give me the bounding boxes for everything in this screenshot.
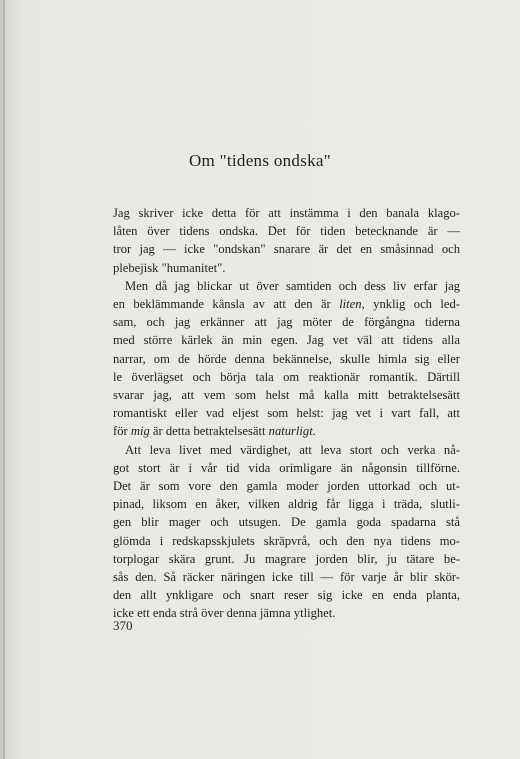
text-line: narrar, om de hörde denna bekännelse, skulle himla sig eller: [113, 351, 460, 366]
italic-word: liten,: [339, 297, 365, 312]
text-line: Det är som vore den gamla moder jorden uttorkad och ut-: [113, 479, 460, 494]
italic-word: naturligt.: [268, 424, 316, 439]
body-text: [113, 204, 460, 623]
text-line: sås den. Så räcker näringen icke till — för varje år blir skör-: [113, 570, 460, 585]
text-fragment: en beklämmande känsla av att den är: [113, 297, 331, 312]
text-line: gen blir mager och utsugen. De gamla goda spadarna stå: [113, 515, 460, 530]
text-line: [113, 422, 460, 440]
text-line: pinad, liksom en åker, vilken aldrig får ligga i träda, slutli-: [113, 497, 460, 512]
italic-word: mig: [130, 424, 150, 439]
text-line: romantiskt eller vad eljest som helst: jag vet i vart fall, att: [113, 406, 460, 421]
text-line: plebejisk "humanitet".: [113, 260, 226, 275]
text-line: tror jag — icke "ondskan" snarare är det en småsinnad och: [113, 242, 460, 257]
text-fragment: ynklig och led-: [373, 297, 460, 312]
page-number: 370: [113, 618, 133, 633]
text-line: [113, 295, 460, 313]
text-fragment: är detta betraktelsesätt: [152, 424, 266, 439]
text-line: got stort är i vår tid vida orimligare än någonsin tillförne.: [113, 460, 460, 475]
text-line: icke ett enda strå över denna jämna ytlighet.: [113, 606, 336, 621]
page-title: Om "tidens ondska": [188, 151, 332, 170]
text-line: Men då jag blickar ut över samtiden och dess liv erfar jag: [125, 278, 460, 293]
text-line: Att leva livet med värdighet, att leva stort och verka nå-: [125, 442, 460, 457]
text-line: svarar jag, att vem som helst må kalla mitt betraktelsesätt: [113, 388, 460, 403]
text-fragment: för: [113, 424, 128, 439]
text-line: med större kärlek än min egen. Jag vet väl att tidens alla: [113, 333, 460, 348]
text-line: sam, och jag erkänner att jag möter de förgångna tiderna: [113, 315, 460, 330]
text-line: torplogar skära grunt. Ju magrare jorden blir, ju tätare be-: [113, 551, 460, 566]
text-line: le överlägset och börja tala om reaktionär romantik. Därtill: [113, 369, 460, 384]
text-line: glömda i redskapsskjulets skräpvrå, och den nya tidens mo-: [113, 533, 460, 548]
text-line: Jag skriver icke detta för att instämma i den banala klago-: [113, 206, 460, 220]
binding-gutter: [3, 0, 5, 759]
text-line: låten över tidens ondska. Det för tiden betecknande är —: [113, 224, 460, 239]
text-line: den allt ynkligare och snart reser sig icke en enda planta,: [113, 588, 460, 603]
